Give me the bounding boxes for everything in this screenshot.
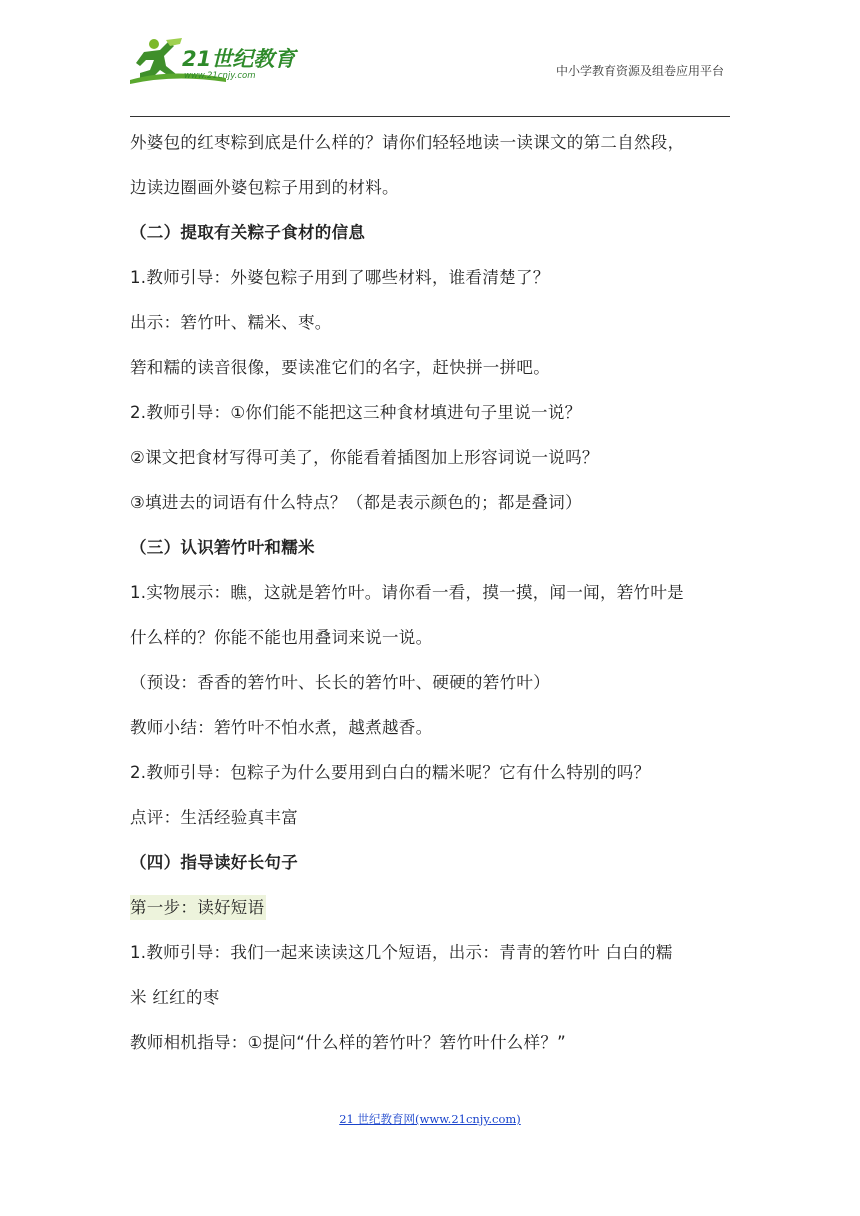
paragraph-line: 2.教师引导：包粽子为什么要用到白白的糯米呢？它有什么特别的吗？	[130, 763, 651, 782]
paragraph-line: 2.教师引导：①你们能不能把这三种食材填进句子里说一说？	[130, 403, 582, 422]
header-divider	[130, 116, 730, 117]
paragraph-line: 教师相机指导：①提问“什么样的箬竹叶？箬竹叶什么样？”	[130, 1033, 566, 1052]
svg-text:21世纪教育: 21世纪教育	[182, 47, 296, 71]
paragraph-line: 边读边圈画外婆包粽子用到的材料。	[130, 178, 399, 197]
section-heading: （二）提取有关粽子食材的信息	[130, 223, 366, 242]
paragraph-line: ③填进去的词语有什么特点？（都是表示颜色的；都是叠词）	[130, 493, 582, 512]
section-heading: （三）认识箬竹叶和糯米	[130, 538, 315, 557]
site-logo	[130, 36, 300, 84]
paragraph-line: 1.教师引导：外婆包粽子用到了哪些材料，谁看清楚了？	[130, 268, 550, 287]
paragraph-line: ②课文把食材写得可美了，你能看着插图加上形容词说一说吗？	[130, 448, 599, 467]
highlighted-step	[130, 885, 738, 930]
paragraph-line: 1.教师引导：我们一起来读读这几个短语，出示：青青的箬竹叶 白白的糯	[130, 943, 673, 962]
svg-text:www.21cnjy.com: www.21cnjy.com	[184, 71, 256, 81]
paragraph-line: （预设：香香的箬竹叶、长长的箬竹叶、硬硬的箬竹叶）	[130, 673, 550, 692]
paragraph-line: 1.实物展示：瞧，这就是箬竹叶。请你看一看，摸一摸，闻一闻，箬竹叶是	[130, 583, 684, 602]
paragraph-line: 点评：生活经验真丰富	[130, 808, 298, 827]
paragraph-line: 外婆包的红枣粽到底是什么样的？请你们轻轻地读一读课文的第二自然段，	[130, 133, 685, 152]
footer-link[interactable]: 21 世纪教育网(www.21cnjy.com)	[339, 1112, 521, 1126]
step-label: 第一步：读好短语	[130, 895, 266, 920]
header-tagline: 中小学教育资源及组卷应用平台	[555, 64, 724, 78]
paragraph-line: 米 红红的枣	[130, 988, 220, 1007]
page-footer	[0, 1111, 860, 1127]
paragraph-line: 教师小结：箬竹叶不怕水煮，越煮越香。	[130, 718, 433, 737]
section-heading: （四）指导读好长句子	[130, 853, 298, 872]
lesson-content	[130, 120, 738, 1065]
paragraph-line: 什么样的？你能不能也用叠词来说一说。	[130, 628, 433, 647]
paragraph-line: 出示：箬竹叶、糯米、枣。	[130, 313, 332, 332]
page-header	[130, 36, 730, 116]
paragraph-line: 箬和糯的读音很像，要读准它们的名字，赶快拼一拼吧。	[130, 358, 550, 377]
